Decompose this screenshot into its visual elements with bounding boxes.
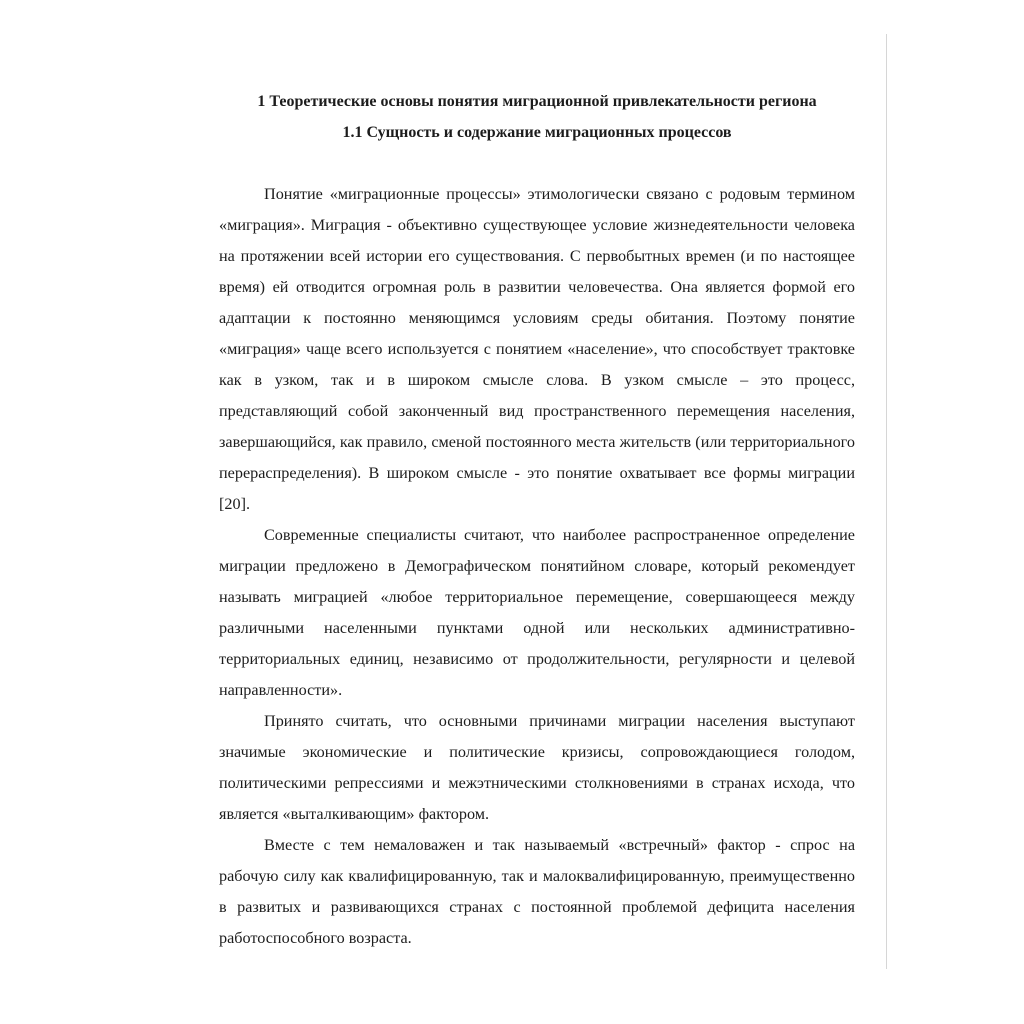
paragraph-1: Понятие «миграционные процессы» этимологически связано с родовым термином «миграция». Миграция - объективно существующее условие жизнедеятельности человека на протяжении всей истории его существования. С первобытных времен (и по настоящее время) ей отводится огромная роль в развитии человечества. Она является формой его адаптации к постоянно меняющимся условиям среды обитания. Поэтому понятие «миграция» чаще всего используется с понятием «население», что способствует трактовке как в узком, так и в широком смысле слова. В узком смысле – это процесс, представляющий собой законченный вид пространственного перемещения населения, завершающийся, как правило, сменой постоянного места жительств (или территориального перераспределения). В широком смысле - это понятие охватывает все формы миграции [20]. <box>219 185 855 513</box>
paragraph-2: Современные специалисты считают, что наиболее распространенное определение миграции предложено в Демографическом понятийном словаре, который рекомендует называть миграцией «любое территориальное перемещение, совершающееся между различными населенными пунктами одной или нескольких административно-территориальных единиц, независимо от продолжительности, регулярности и целевой направленности». <box>219 526 855 699</box>
section-heading: 1.1 Сущность и содержание миграционных процессов <box>342 124 732 141</box>
page-edge-divider <box>886 34 887 969</box>
paragraph-3: Принято считать, что основными причинами миграции населения выступают значимые экономические и политические кризисы, сопровождающиеся голодом, политическими репрессиями и межэтническими столкновениями в странах исхода, что является «выталкивающим» фактором. <box>219 712 855 823</box>
chapter-heading: 1 Теоретические основы понятия миграционной привлекательности региона <box>257 93 817 110</box>
paragraph-4: Вместе с тем немаловажен и так называемый «встречный» фактор - спрос на рабочую силу как квалифицированную, так и малоквалифицированную, преимущественно в развитых и развивающихся странах с постоянной проблемой дефицита населения работоспособного возраста. <box>219 836 855 947</box>
document-body <box>219 86 855 954</box>
